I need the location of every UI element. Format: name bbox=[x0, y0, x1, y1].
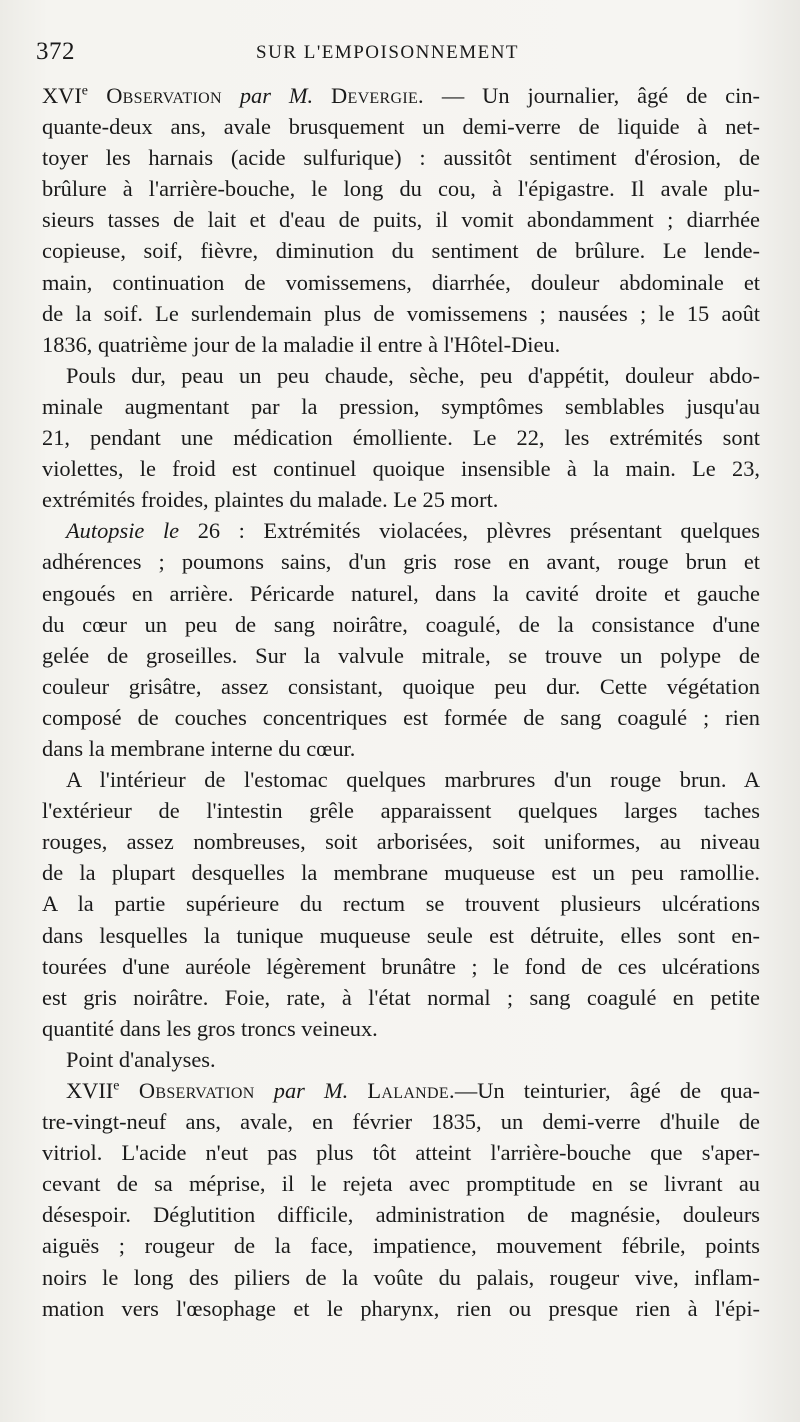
text-segment: Autopsie le bbox=[66, 518, 198, 544]
text-line bbox=[42, 173, 760, 204]
text-line bbox=[42, 888, 760, 919]
text-line bbox=[42, 702, 760, 733]
running-head: SUR L'EMPOISONNEMENT bbox=[256, 42, 520, 63]
text-line bbox=[42, 920, 760, 951]
text-line bbox=[42, 764, 760, 795]
text-line bbox=[42, 951, 760, 982]
text-segment: 1836, quatrième jour de la maladie il entre à l'Hôtel-Dieu. bbox=[42, 331, 561, 357]
text-line bbox=[42, 1168, 760, 1199]
text-segment: par M. bbox=[221, 83, 332, 108]
text-line bbox=[42, 795, 760, 826]
text-line bbox=[42, 484, 760, 515]
text-segment: 21, pendant une médication émolliente. Le 22, les extrémités sont bbox=[42, 425, 760, 451]
page-header bbox=[36, 38, 766, 70]
text-line bbox=[42, 1137, 760, 1168]
text-segment: — Un journalier, âgé de cin- bbox=[423, 83, 760, 108]
text-segment: du cœur un peu de sang noirâtre, coagulé, de la consistance d'une bbox=[42, 611, 760, 637]
text-line bbox=[42, 609, 760, 640]
text-line bbox=[42, 1199, 760, 1230]
text-line bbox=[42, 1013, 760, 1044]
text-segment: noirs le long des piliers de la voûte du palais, rougeur vive, inflam- bbox=[42, 1264, 760, 1290]
text-segment: composé de couches concentriques est formée de sang coagulé ; rien bbox=[42, 704, 760, 730]
text-line bbox=[42, 1106, 760, 1137]
text-segment: cevant de sa méprise, il le rejeta avec promptitude en se livrant au bbox=[42, 1171, 760, 1197]
text-segment: main, continuation de vomissemens, diarrhée, douleur abdominale et bbox=[42, 269, 760, 295]
paragraph bbox=[42, 360, 760, 515]
paragraph bbox=[42, 515, 760, 764]
text-segment: XVII bbox=[66, 1078, 114, 1103]
text-line bbox=[42, 640, 760, 671]
text-segment: violettes, le froid est continuel quoique insensible à la main. Le 23, bbox=[42, 456, 760, 482]
text-line bbox=[42, 826, 760, 857]
text-segment: rouges, assez nombreuses, soit arborisées, soit uniformes, au niveau bbox=[42, 829, 760, 855]
text-segment: e bbox=[113, 1078, 120, 1094]
text-segment: de la plupart desquelles la membrane muqueuse est un peu ramollie. bbox=[42, 860, 760, 886]
text-line bbox=[42, 1293, 760, 1324]
text-segment: tre-vingt-neuf ans, avale, en février 1835, un demi-verre d'huile de bbox=[42, 1109, 760, 1135]
paragraph bbox=[42, 764, 760, 1044]
text-segment: XVI bbox=[42, 83, 82, 108]
text-line bbox=[42, 267, 760, 298]
text-line bbox=[42, 142, 760, 173]
text-line bbox=[42, 329, 760, 360]
text-line bbox=[42, 1044, 760, 1075]
text-segment: toyer les harnais (acide sulfurique) : aussitôt sentiment d'érosion, de bbox=[42, 145, 760, 171]
text-line bbox=[42, 235, 760, 266]
text-segment: aiguës ; rougeur de la face, impatience, mouvement fébrile, points bbox=[42, 1233, 760, 1259]
text-segment: par M. bbox=[254, 1078, 368, 1103]
text-segment: engoués en arrière. Péricarde naturel, dans la cavité droite et gauche bbox=[42, 580, 760, 606]
text-segment: 26 : Extrémités violacées, plèvres présentant quelques bbox=[197, 518, 760, 544]
text-segment: Pouls dur, peau un peu chaude, sèche, peu d'appétit, douleur abdo- bbox=[66, 362, 760, 388]
text-segment: vitriol. L'acide n'eut pas plus tôt atteint l'arrière-bouche que s'aper- bbox=[42, 1140, 760, 1166]
text-segment: copieuse, soif, fièvre, diminution du sentiment de brûlure. Le lende- bbox=[42, 238, 760, 264]
text-segment: de la soif. Le surlendemain plus de vomissemens ; nausées ; le 15 août bbox=[42, 300, 760, 326]
text-segment: Observation bbox=[119, 1078, 255, 1103]
text-segment: sieurs tasses de lait et d'eau de puits, il vomit abondamment ; diarrhée bbox=[42, 207, 760, 233]
text-line bbox=[42, 1230, 760, 1261]
text-line bbox=[42, 857, 760, 888]
paragraph bbox=[42, 1044, 760, 1075]
text-line bbox=[42, 80, 760, 111]
text-segment: brûlure à l'arrière-bouche, le long du cou, à l'épigastre. Il avale plu- bbox=[42, 176, 760, 202]
text-segment: minale augmentant par la pression, symptômes semblables jusqu'au bbox=[42, 393, 760, 419]
body-text bbox=[42, 80, 760, 1324]
text-segment: l'extérieur de l'intestin grêle apparaissent quelques larges taches bbox=[42, 798, 760, 824]
text-line bbox=[42, 422, 760, 453]
text-line bbox=[42, 111, 760, 142]
text-segment: extrémités froides, plaintes du malade. Le 25 mort. bbox=[42, 487, 499, 513]
text-segment: mation vers l'œsophage et le pharynx, rien ou presque rien à l'épi- bbox=[42, 1295, 760, 1321]
text-line bbox=[42, 298, 760, 329]
paragraph bbox=[42, 1075, 760, 1324]
text-line bbox=[42, 733, 760, 764]
text-line bbox=[42, 515, 760, 546]
text-line bbox=[42, 982, 760, 1013]
text-line bbox=[42, 671, 760, 702]
text-segment: —Un teinturier, âgé de qua- bbox=[454, 1078, 761, 1103]
text-segment: A la partie supérieure du rectum se trouvent plusieurs ulcérations bbox=[42, 891, 760, 917]
text-segment: dans la membrane interne du cœur. bbox=[42, 735, 356, 761]
text-line bbox=[42, 360, 760, 391]
text-segment: tourées d'une auréole légèrement brunâtre ; le fond de ces ulcérations bbox=[42, 953, 760, 979]
text-line bbox=[42, 204, 760, 235]
text-segment: couleur grisâtre, assez consistant, quoique peu dur. Cette végétation bbox=[42, 673, 760, 699]
text-segment: A l'intérieur de l'estomac quelques marbrures d'un rouge brun. A bbox=[66, 767, 760, 793]
text-segment: adhérences ; poumons sains, d'un gris rose en avant, rouge brun et bbox=[42, 549, 760, 575]
text-segment: quante-deux ans, avale brusquement un demi-verre de liquide à net- bbox=[42, 114, 760, 140]
text-line bbox=[42, 578, 760, 609]
text-segment: Point d'analyses. bbox=[66, 1046, 216, 1072]
text-line bbox=[42, 453, 760, 484]
text-segment: quantité dans les gros troncs veineux. bbox=[42, 1015, 378, 1041]
text-segment: Observation bbox=[87, 83, 222, 108]
text-segment: dans lesquelles la tunique muqueuse seule est détruite, elles sont en- bbox=[42, 922, 760, 948]
paragraph bbox=[42, 80, 760, 360]
text-segment: Devergie. bbox=[331, 83, 424, 108]
text-line bbox=[42, 546, 760, 577]
text-segment: est gris noirâtre. Foie, rate, à l'état normal ; sang coagulé en petite bbox=[42, 984, 760, 1010]
text-segment: gelée de groseilles. Sur la valvule mitrale, se trouve un polype de bbox=[42, 642, 760, 668]
text-line bbox=[42, 391, 760, 422]
text-line bbox=[42, 1262, 760, 1293]
page-number: 372 bbox=[36, 38, 75, 65]
text-segment: Lalande. bbox=[367, 1078, 455, 1103]
text-line bbox=[42, 1075, 760, 1106]
text-segment: désespoir. Déglutition difficile, administration de magnésie, douleurs bbox=[42, 1202, 760, 1228]
text-segment: e bbox=[81, 83, 88, 99]
